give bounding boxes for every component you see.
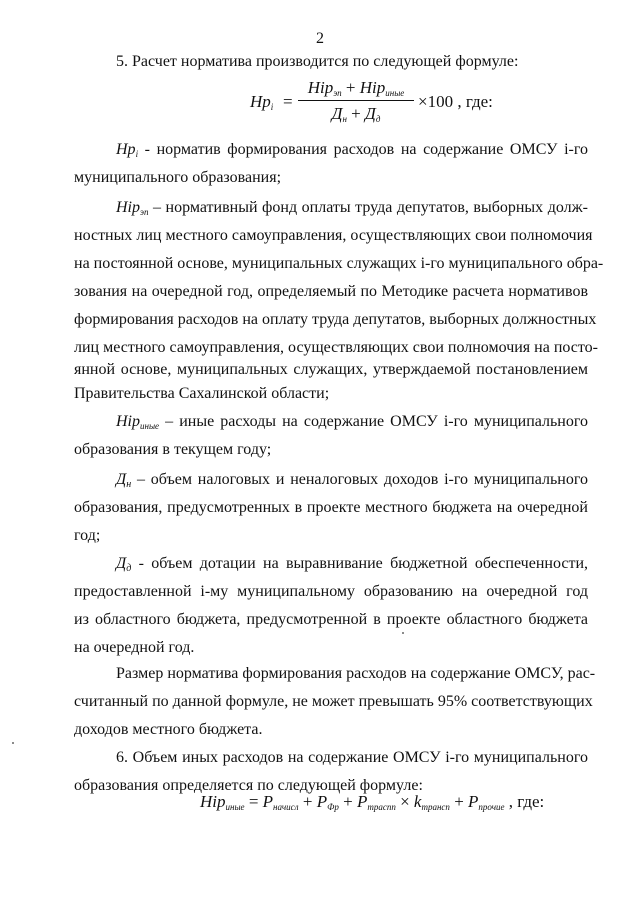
definition-dd-line-1: Дд - объем дотации на выравнивание бюджетной обеспеченности, (116, 555, 589, 574)
limit-line-1: Размер норматива формирования расходов на содержание ОМСУ, рас- (116, 665, 596, 682)
formula-1-equals: = (283, 92, 293, 111)
definition-nir-ep-line-8: Правительства Сахалинской области; (74, 385, 330, 402)
definition-nir-other-line-1: Ніpиные – иные расходы на содержание ОМСУ і-го муниципального (116, 413, 589, 431)
definition-dd-line-4: на очередной год. (74, 639, 195, 656)
definition-dn-line-2: образования, предусмотренных в проекте местного бюджета на очередной (74, 499, 588, 516)
symbol-dd: Дд (116, 555, 132, 574)
definition-nir-ep-line-6: лиц местного самоуправления, осуществляющих свои полномочия на посто- (74, 339, 598, 356)
formula-1-fraction-bar (298, 100, 414, 101)
definition-nir-ep-line-2: ностных лиц местного самоуправления, осуществляющих свои полномочия (74, 227, 593, 244)
formula-1-numerator: Ніpэп + Ніpиные (307, 78, 405, 98)
formula-2-term-5: Pпрочие (468, 792, 505, 812)
symbol-dn: Дн (116, 471, 132, 490)
formula-2-equals: = (248, 792, 259, 811)
formula-1 (250, 78, 590, 128)
limit-line-3: доходов местного бюджета. (74, 721, 263, 738)
definition-nir-ep-line-7: янной основе, муниципальных служащих, утверждаемой постановлением (74, 361, 588, 378)
limit-line-2: считанный по данной формуле, не может превышать 95% соответствующих (74, 693, 593, 710)
scan-speck (402, 632, 404, 634)
formula-2-lhs: Ніpиные (200, 792, 245, 812)
symbol-nr: Нрi (116, 141, 139, 159)
definition-nir-ep-line-5: формирования расходов на оплату труда депутатов, выборных должностных (74, 311, 597, 328)
symbol-nir-other: Ніpиные (116, 413, 160, 431)
paragraph-6-line-1: 6. Объем иных расходов на содержание ОМСУ і-го муниципального (116, 749, 588, 766)
paragraph-5-intro: 5. Расчет норматива производится по следующей формуле: (116, 53, 519, 70)
definition-nir-ep-line-1: Ніpэп – нормативный фонд оплаты труда депутатов, выборных долж- (116, 199, 588, 217)
definition-nir-ep-line-4: зования на очередной год, определяемый по Методике расчета нормативов (74, 283, 588, 300)
formula-2-term-4: kтрансп (413, 792, 450, 812)
definition-dd-line-2: предоставленной і-му муниципальному образованию на очередной год (74, 583, 588, 600)
formula-2-term-3: Pтрасnп (356, 792, 396, 812)
definition-nr-line-2: муниципального образования; (74, 169, 282, 186)
formula-2-term-2: PФр (316, 792, 339, 812)
page-number: 2 (316, 30, 324, 47)
formula-2: Ніpиные = Pначисл + PФр + Pтрасnп × kтрансп + Pпрочие , где: (200, 792, 545, 812)
symbol-nir-ep: Ніpэп (116, 199, 149, 217)
formula-2-term-1: Pначисл (262, 792, 299, 812)
definition-nir-other-line-2: образования в текущем году; (74, 441, 272, 458)
formula-1-denominator: Дн + Дд (331, 104, 381, 124)
paragraph-6-line-2: образования определяется по следующей формуле: (74, 777, 423, 794)
formula-1-lhs: Нрi (250, 92, 274, 112)
definition-dd-line-3: из областного бюджета, предусмотренной в проекте областного бюджета (74, 611, 588, 628)
definition-dn-line-3: год; (74, 527, 101, 544)
formula-2-tail: , где: (508, 792, 545, 811)
scan-speck (12, 742, 14, 744)
formula-1-tail: ×100 , где: (418, 92, 493, 111)
definition-nr-line-1: Нрi - норматив формирования расходов на содержание ОМСУ і-го (116, 141, 589, 159)
definition-dn-line-1: Дн – объем налоговых и неналоговых доходов і-го муниципального (116, 471, 588, 490)
definition-nir-ep-line-3: на постоянной основе, муниципальных служащих і-го муниципального обра- (74, 255, 604, 272)
